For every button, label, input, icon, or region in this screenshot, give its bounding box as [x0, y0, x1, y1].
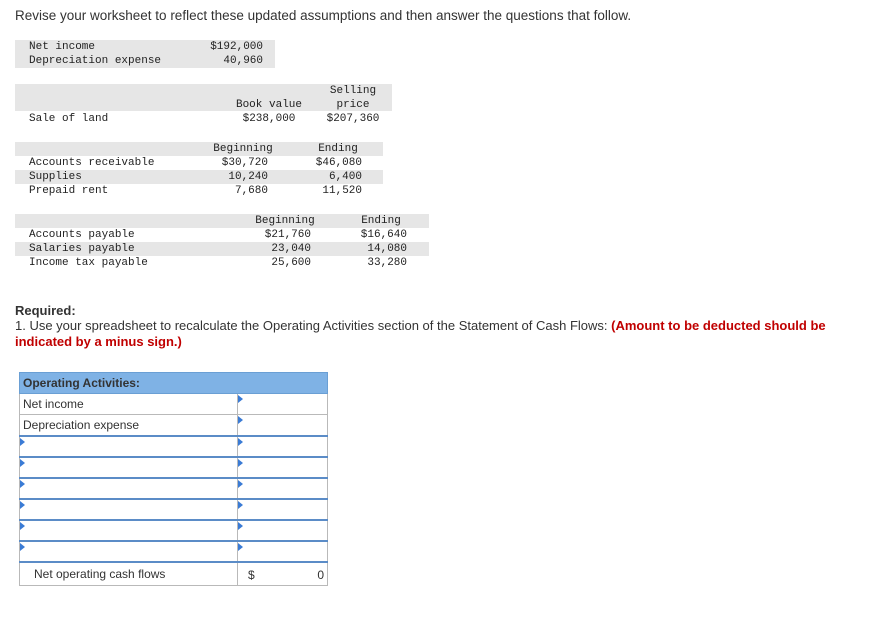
- adjustment-amount-cell[interactable]: [238, 436, 328, 457]
- net-income-amount-cell[interactable]: [238, 394, 328, 415]
- net-income-label: Net income: [29, 41, 96, 53]
- liability-row-ending: 33,280: [367, 257, 407, 269]
- adjustment-amount-input[interactable]: [241, 458, 324, 477]
- asset-row-label: Supplies: [29, 171, 82, 183]
- adjustment-amount-input[interactable]: [241, 521, 324, 540]
- adjustment-label-cell[interactable]: [20, 436, 238, 457]
- adjustment-label-input[interactable]: [23, 521, 234, 540]
- liabilities-ending-header: Ending: [361, 215, 401, 227]
- asset-row-label: Prepaid rent: [29, 185, 109, 197]
- input-marker-icon: [238, 395, 243, 403]
- currency-symbol: $: [248, 567, 255, 582]
- assets-beginning-header: Beginning: [213, 143, 273, 155]
- asset-row-beginning: 10,240: [228, 171, 268, 183]
- adjustment-label-cell[interactable]: [20, 541, 238, 562]
- liabilities-beginning-header: Beginning: [255, 215, 315, 227]
- adjustment-amount-input[interactable]: [241, 542, 324, 561]
- asset-row-beginning: 7,680: [234, 185, 268, 197]
- land-label: Sale of land: [29, 113, 109, 125]
- minus-sign-note: (Amount to be deducted should be indicated by a minus sign.): [15, 318, 826, 349]
- dropdown-marker-icon: [20, 522, 25, 530]
- land-book-header: Book value: [235, 99, 302, 111]
- liability-row-ending: 14,080: [367, 243, 407, 255]
- net-income-amount-input[interactable]: [241, 394, 324, 414]
- asset-row-ending: $46,080: [315, 157, 362, 169]
- adjustment-label-input[interactable]: [23, 542, 234, 561]
- asset-row-beginning: $30,720: [221, 157, 268, 169]
- adjustment-amount-cell[interactable]: [238, 541, 328, 562]
- adjustment-amount-cell[interactable]: [238, 520, 328, 541]
- adjustment-amount-cell[interactable]: [238, 457, 328, 478]
- required-question: [15, 318, 835, 350]
- table-row: [20, 436, 328, 457]
- liability-row-beginning: 23,040: [271, 243, 311, 255]
- depreciation-amount-input[interactable]: [241, 415, 324, 435]
- depreciation-amount-cell[interactable]: [238, 415, 328, 436]
- dropdown-marker-icon: [20, 438, 25, 446]
- table-row: [20, 541, 328, 562]
- adjustment-label-cell[interactable]: [20, 520, 238, 541]
- net-operating-cash-flows-cell: [238, 562, 328, 586]
- liability-row-label: Income tax payable: [29, 257, 148, 269]
- table-row: [20, 520, 328, 541]
- depreciation-label: Depreciation expense: [29, 55, 162, 67]
- land-selling-header-1: Selling: [329, 85, 377, 97]
- dropdown-marker-icon: [20, 501, 25, 509]
- input-marker-icon: [238, 543, 243, 551]
- asset-row-label: Accounts receivable: [29, 157, 155, 169]
- land-selling-header-2: price: [336, 99, 370, 111]
- table-row: [20, 478, 328, 499]
- net-operating-cash-flows-label: Net operating cash flows: [20, 562, 238, 586]
- input-marker-icon: [238, 416, 243, 424]
- table-row: [20, 394, 328, 415]
- table-row: [20, 562, 328, 586]
- adjustment-label-input[interactable]: [23, 437, 234, 456]
- dropdown-marker-icon: [20, 543, 25, 551]
- required-heading: Required:: [15, 303, 76, 318]
- input-marker-icon: [238, 480, 243, 488]
- net-income-row-label: Net income: [20, 394, 238, 415]
- land-selling-price: $207,360: [326, 113, 380, 125]
- liability-row-label: Salaries payable: [29, 243, 135, 255]
- asset-row-ending: 11,520: [322, 185, 362, 197]
- input-marker-icon: [238, 459, 243, 467]
- adjustment-label-cell[interactable]: [20, 499, 238, 520]
- liability-row-label: Accounts payable: [29, 229, 135, 241]
- question-text: 1. Use your spreadsheet to recalculate the Operating Activities section of the Statement of Cash Flows:: [15, 318, 612, 333]
- input-marker-icon: [238, 438, 243, 446]
- depreciation-row-label: Depreciation expense: [20, 415, 238, 436]
- net-operating-cash-flows-value: 0: [317, 567, 324, 582]
- table-row: [20, 457, 328, 478]
- adjustment-amount-cell[interactable]: [238, 499, 328, 520]
- adjustment-label-cell[interactable]: [20, 457, 238, 478]
- land-book-value: $238,000: [242, 113, 296, 125]
- net-income-value: $192,000: [210, 41, 263, 53]
- adjustment-label-input[interactable]: [23, 458, 234, 477]
- adjustment-amount-input[interactable]: [241, 437, 324, 456]
- adjustment-amount-cell[interactable]: [238, 478, 328, 499]
- asset-row-ending: 6,400: [328, 171, 362, 183]
- table-header-row: [20, 373, 328, 394]
- dropdown-marker-icon: [20, 480, 25, 488]
- dropdown-marker-icon: [20, 459, 25, 467]
- assets-ending-header: Ending: [318, 143, 358, 155]
- adjustment-amount-input[interactable]: [241, 479, 324, 498]
- liability-row-beginning: 25,600: [271, 257, 311, 269]
- depreciation-value: 40,960: [223, 55, 263, 67]
- table-row: [20, 415, 328, 436]
- operating-activities-header: Operating Activities:: [20, 373, 328, 394]
- instructions-text: Revise your worksheet to reflect these updated assumptions and then answer the questions that follow.: [15, 8, 632, 23]
- adjustment-label-input[interactable]: [23, 500, 234, 519]
- table-row: [20, 499, 328, 520]
- adjustment-label-input[interactable]: [23, 479, 234, 498]
- operating-activities-table: [19, 372, 328, 586]
- liability-row-ending: $16,640: [360, 229, 407, 241]
- adjustment-amount-input[interactable]: [241, 500, 324, 519]
- input-marker-icon: [238, 522, 243, 530]
- liability-row-beginning: $21,760: [264, 229, 311, 241]
- adjustment-label-cell[interactable]: [20, 478, 238, 499]
- input-marker-icon: [238, 501, 243, 509]
